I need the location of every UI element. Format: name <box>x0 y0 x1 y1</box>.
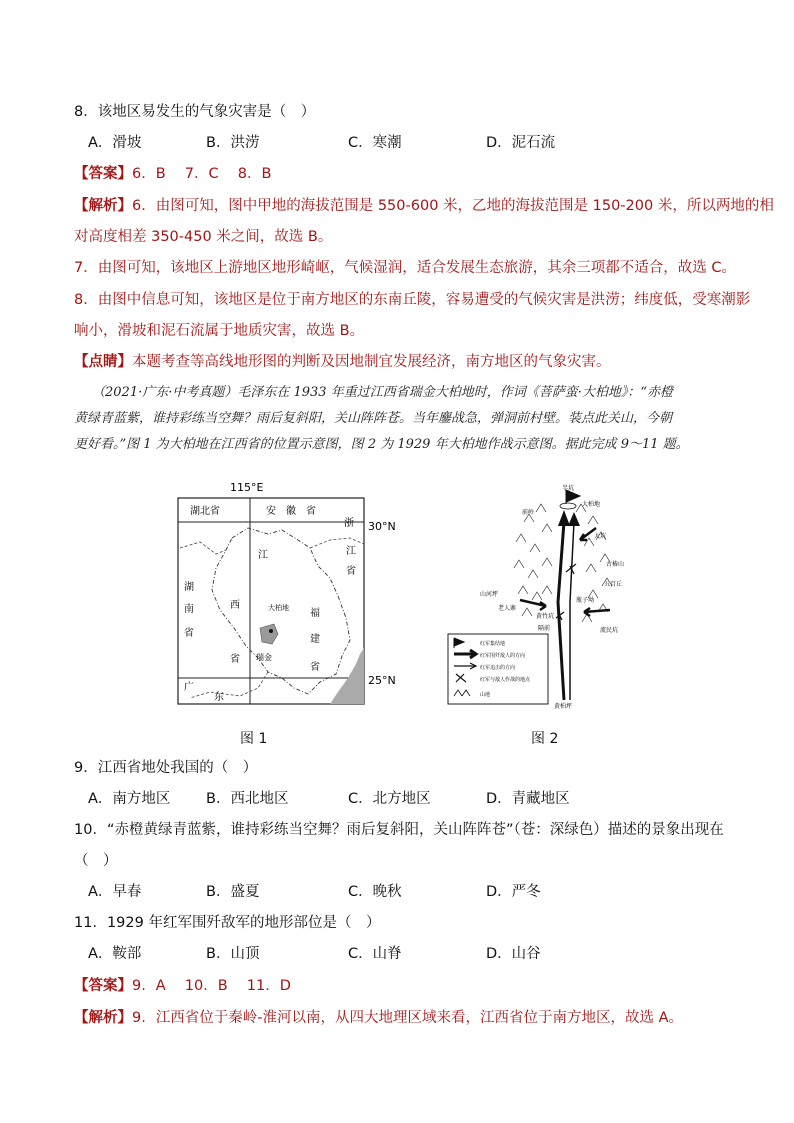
answer-text: 6．B 7．C 8．B <box>132 166 272 182</box>
figure2-diagram <box>446 482 636 710</box>
q8-stem: 8．该地区易发生的气象灾害是（ ） <box>74 104 316 120</box>
tip-block <box>74 352 611 372</box>
analysis-block-2 <box>74 1008 683 1028</box>
legend-3: 红军与敌人作战的地点 <box>480 677 531 683</box>
q10-stem-2: （ ） <box>74 853 118 869</box>
q10-stem: 10．“赤橙黄绿青蓝紫，谁持彩练当空舞？雨后复斜阳，关山阵阵苍”（苍：深绿色）描述的景象出现在 <box>74 822 724 838</box>
lon-label: 115°E <box>230 481 264 494</box>
analysis-line-4: 8．由图中信息可知，该地区是位于南方地区的东南丘陵，容易遭受的气候灾害是洪涝；纬度低，受寒潮影 <box>74 292 751 308</box>
sheng-zhe-label: 省 <box>346 566 356 577</box>
jiangzhe-label: 江 <box>346 546 356 557</box>
dong-label: 东 <box>214 692 224 703</box>
q11-option-b: B．山顶 <box>206 946 260 962</box>
analysis-text-2: 9．江西省位于秦岭-淮河以南，从四大地理区域来看，江西省位于南方地区，故选 A。 <box>132 1010 683 1026</box>
answer-tag: 【答案】 <box>74 166 132 182</box>
q10-option-c: C．晚秋 <box>348 884 402 900</box>
sheng-jx-label: 省 <box>230 654 240 665</box>
place-right1: 大坑 <box>594 533 607 540</box>
sheng-hn-label: 省 <box>184 628 194 639</box>
answer-block-2 <box>74 976 291 996</box>
place-left3: 老人寨 <box>498 605 517 612</box>
legend-4: 山地 <box>480 692 491 698</box>
answer-text-2: 9．A 10．B 11．D <box>132 978 291 994</box>
q8-option-b: B．洪涝 <box>206 135 260 151</box>
analysis-line-2: 对高度相差 350-450 米之间，故选 B。 <box>74 229 333 245</box>
q9-option-c: C．北方地区 <box>348 791 431 807</box>
q10-option-a: A．早春 <box>88 884 142 900</box>
analysis-tag: 【解析】 <box>74 198 132 214</box>
nan-label: 南 <box>184 604 194 615</box>
intro-line-3: 更好看。”图 1 为大柏地在江西省的位置示意图，图 2 为 1929 年大柏地作战示意图。据此完成 9～11 题。 <box>74 437 689 452</box>
sheng-fj-label: 省 <box>310 662 320 673</box>
q11-stem: 11．1929 年红军围歼敌军的地形部位是（ ） <box>74 915 381 931</box>
place-left2: 山河坪 <box>480 591 499 598</box>
tip-text: 本题考查等高线地形图的判断及因地制宜发展经济，南方地区的气象灾害。 <box>132 354 611 370</box>
q9-option-b: B．西北地区 <box>206 791 289 807</box>
q8-option-d: D．泥石流 <box>486 135 556 151</box>
place-left1: 前岭 <box>522 509 535 516</box>
q10-option-d: D．严冬 <box>486 884 541 900</box>
place-br: 流民坑 <box>600 627 619 634</box>
intro-line-2: 黄绿青蓝紫，谁持彩练当空舞？雨后复斜阳，关山阵阵苍。当年鏖战急，弹洞前村壁。装点此关山，今朝 <box>74 411 673 426</box>
place-bl: 隔前 <box>538 625 551 632</box>
q9-stem: 9．江西省地处我国的（ ） <box>74 760 258 776</box>
q8-option-c: C．寒潮 <box>348 135 402 151</box>
guang-label: 广 <box>184 682 194 693</box>
q11-option-a: A．鞍部 <box>88 946 142 962</box>
place-right3: 五百丘 <box>604 581 623 588</box>
tip-tag: 【点睛】 <box>74 354 132 370</box>
legend-2: 红军追击的方向 <box>480 665 516 671</box>
place-mid: 黄竹坑 <box>536 613 555 620</box>
answer-block-1 <box>74 164 271 184</box>
legend-0: 红军集结地 <box>480 641 506 647</box>
jian-label: 建 <box>310 634 320 645</box>
anhui-label: 安 徽 省 <box>266 506 316 517</box>
place-right2: 古椿山 <box>606 561 625 568</box>
figure1-caption: 图 1 <box>240 731 268 747</box>
lat30-label: 30°N <box>368 520 396 533</box>
zhe-label: 浙 <box>344 518 354 529</box>
place-mid2: 瓶子坳 <box>576 597 595 604</box>
analysis-line-3: 7．由图可知，该地区上游地区地形崎岖，气候湿润，适合发展生态旅游，其余三项都不适合，故选 C。 <box>74 260 736 276</box>
xi-label: 西 <box>230 600 240 611</box>
ruijin-label: 瑞金 <box>256 653 272 662</box>
place-top: 半坑 <box>562 485 575 492</box>
figure1-map <box>170 478 400 710</box>
hu-label: 湖 <box>184 582 194 593</box>
answer-tag-2: 【答案】 <box>74 978 132 994</box>
q11-option-d: D．山谷 <box>486 946 541 962</box>
q11-option-c: C．山脊 <box>348 946 402 962</box>
analysis-line-1 <box>74 196 774 216</box>
analysis-text-1: 6．由图可知，图中甲地的海拔范围是 550-600 米，乙地的海拔范围是 150-200 米，所以两地的相 <box>132 198 774 214</box>
intro-line-1: （2021·广东·中考真题）毛泽东在 1933 年重过江西省瑞金大柏地时，作词《菩萨蛮·大柏地》：“赤橙 <box>92 385 673 400</box>
figure2-caption: 图 2 <box>531 731 559 747</box>
place-dabaidi: 大柏地 <box>582 501 601 508</box>
dabaidi-label: 大柏地 <box>268 604 289 612</box>
hubei-label: 湖北省 <box>190 506 220 517</box>
q8-option-a: A．滑坡 <box>88 135 142 151</box>
q9-option-d: D．青藏地区 <box>486 791 570 807</box>
q9-option-a: A．南方地区 <box>88 791 171 807</box>
analysis-line-5: 响小，滑坡和泥石流属于地质灾害，故选 B。 <box>74 323 365 339</box>
jiang-label: 江 <box>258 550 268 561</box>
place-bottom: 黄柏坪 <box>554 703 573 710</box>
analysis-tag-2: 【解析】 <box>74 1010 132 1026</box>
q10-option-b: B．盛夏 <box>206 884 260 900</box>
lat25-label: 25°N <box>368 674 396 687</box>
legend-1: 红军围歼敌人的方向 <box>480 653 526 659</box>
fu-label: 福 <box>310 608 320 619</box>
